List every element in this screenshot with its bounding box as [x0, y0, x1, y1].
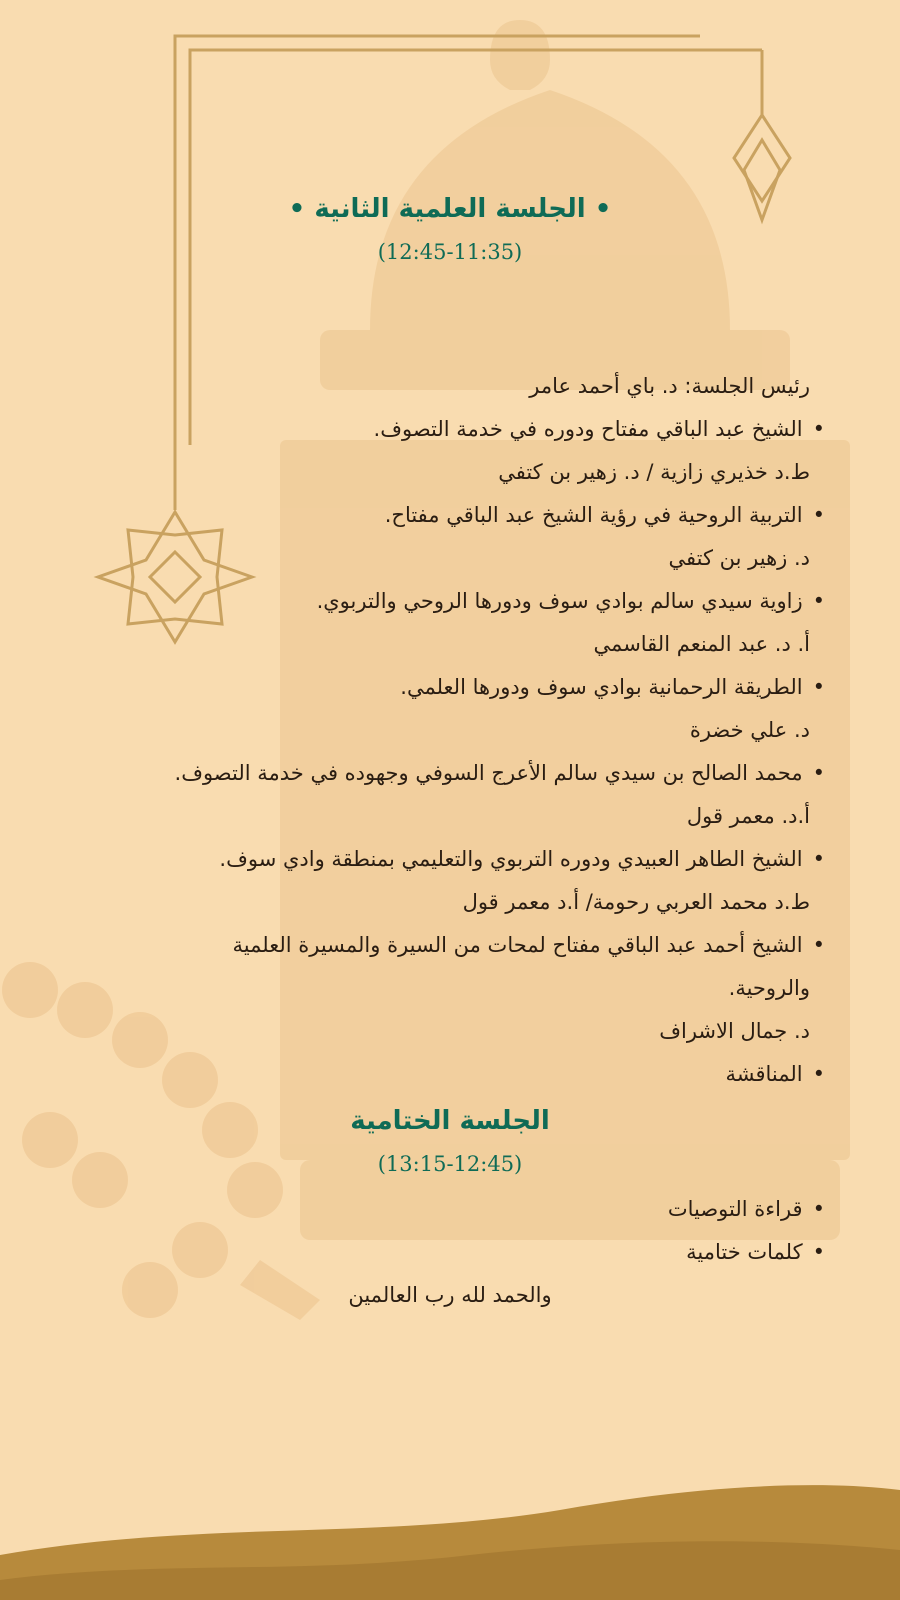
talk-5-speaker: أ.د. معمر قول [686, 804, 810, 828]
lantern-diamond-icon [734, 115, 790, 201]
talk-4-topic: • الطريقة الرحمانية بوادي سوف ودورها العلمي. [400, 672, 825, 702]
closing-session-time: (13:15-12:45) [377, 1152, 523, 1176]
talk-3-speaker: أ. د. عبد المنعم القاسمي [593, 632, 810, 656]
closing-session-title: الجلسة الختامية [350, 1106, 550, 1136]
eight-point-star-icon [98, 512, 252, 642]
talk-4-speaker: د. علي خضرة [689, 718, 810, 742]
session-two-time: (12:45-11:35) [377, 240, 523, 264]
talk-1-speaker: ط.د خذيري زازية / د. زهير بن كتفي [498, 460, 810, 484]
discussion-item: • المناقشة [725, 1059, 825, 1089]
session-chair: رئيس الجلسة: د. باي أحمد عامر [529, 374, 810, 398]
closing-item-final-words: • كلمات ختامية [686, 1237, 825, 1267]
talk-5-topic: • محمد الصالح بن سيدي سالم الأعرج السوفي وجهوده في خدمة التصوف. [175, 758, 825, 788]
bottom-wave-decoration [0, 1460, 900, 1600]
talk-6-speaker: ط.د محمد العربي رحومة/ أ.د معمر قول [462, 890, 810, 914]
talk-6-topic: • الشيخ الطاهر العبيدي ودوره التربوي والتعليمي بمنطقة وادي سوف. [219, 844, 825, 874]
closing-item-recommendations: • قراءة التوصيات [668, 1194, 825, 1224]
session-two-title: • الجلسة العلمية الثانية • [288, 194, 612, 224]
talk-2-topic: • التربية الروحية في رؤية الشيخ عبد الباقي مفتاح. [385, 500, 825, 530]
talk-2-speaker: د. زهير بن كتفي [668, 546, 810, 570]
talk-7-topic-continued: والروحية. [728, 976, 810, 1000]
closing-praise-text: والحمد لله رب العالمين [348, 1283, 552, 1307]
talk-7-topic: • الشيخ أحمد عبد الباقي مفتاح لمحات من السيرة والمسيرة العلمية [233, 930, 826, 960]
talk-7-speaker: د. جمال الاشراف [659, 1019, 810, 1043]
talk-1-topic: • الشيخ عبد الباقي مفتاح ودوره في خدمة التصوف. [374, 414, 825, 444]
talk-3-topic: • زاوية سيدي سالم بوادي سوف ودورها الروحي والتربوي. [317, 586, 825, 616]
